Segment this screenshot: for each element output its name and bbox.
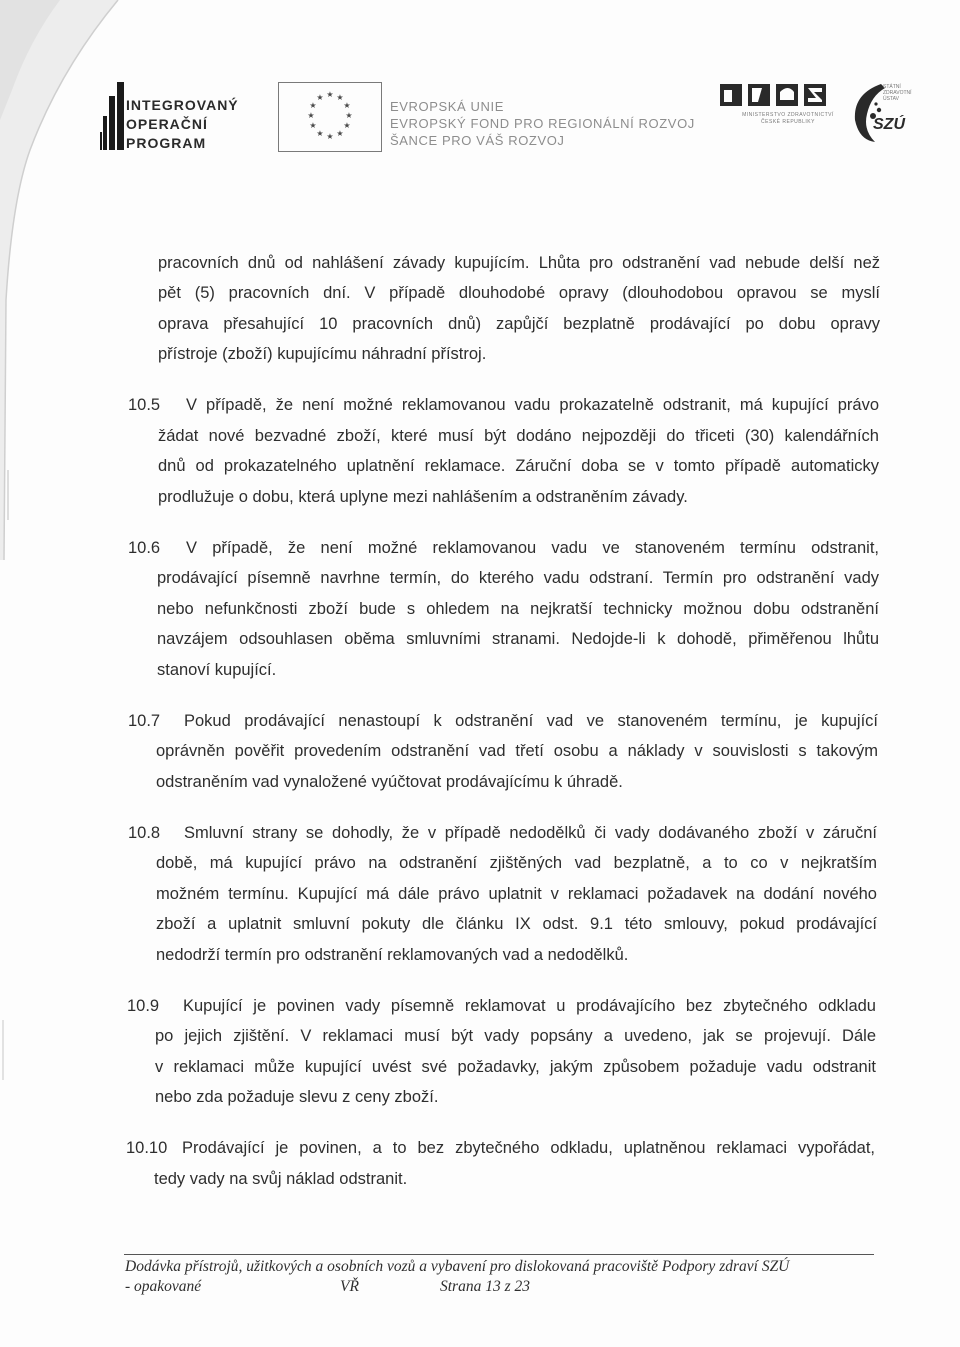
intro-line-3: oprava přesahující 10 pracovních dnů) zapůjčí bezplatně prodávající po dobu opravy xyxy=(158,315,880,333)
svg-text:★: ★ xyxy=(343,101,351,110)
iop-logo xyxy=(100,76,260,156)
section-number-10-5: 10.5 xyxy=(128,396,161,414)
s10-9-line-3: nebo zda požaduje slevu z ceny zboží. xyxy=(155,1088,439,1106)
intro-line-2: pět (5) pracovních dní. V případě dlouhodobé opravy (dlouhodobou opravou se myslí xyxy=(158,284,880,302)
footer-vr: VŘ xyxy=(340,1278,359,1295)
s10-6-line-2: nebo nefunkčnosti zboží bude s ohledem na nejkratší technicky možnou dobu odstranění xyxy=(157,600,879,618)
s10-7-line-1: oprávněn pověřit provedením odstranění vad třetí osobu a náklady v souvislosti s takovým xyxy=(156,742,878,760)
svg-text:★: ★ xyxy=(336,129,344,138)
svg-text:★: ★ xyxy=(343,121,351,130)
svg-text:★: ★ xyxy=(316,93,324,102)
s10-8-line-4: nedodrží termín pro odstranění reklamovaných vad a nedodělků. xyxy=(156,946,629,964)
intro-line-4: přístroje (zboží) kupujícímu náhradní přístroj. xyxy=(158,345,487,363)
iop-line-3: PROGRAM xyxy=(126,135,207,151)
svg-text:★: ★ xyxy=(316,129,324,138)
s10-7-first-line: Pokud prodávající nenastoupí k odstranění vad ve stanoveném termínu, je kupující xyxy=(184,712,878,730)
svg-text:★: ★ xyxy=(326,132,334,141)
svg-text:★: ★ xyxy=(336,93,344,102)
s10-9-line-2: v reklamaci může kupující uvést své požadavky, jakým způsobem požaduje vadu odstranit xyxy=(155,1058,876,1076)
s10-8-line-3: zboží a uplatnit smluvní pokuty dle článku IX odst. 9.1 této smlouvy, pokud prodávající xyxy=(156,915,877,933)
section-number-10-6: 10.6 xyxy=(128,539,161,557)
s10-10-line-1: tedy vady na svůj náklad odstranit. xyxy=(154,1170,408,1188)
eu-text-block xyxy=(390,98,695,149)
s10-5-line-2: dnů od prokazatelného uplatnění reklamace. Záruční doba se v tomto případě automaticky xyxy=(158,457,879,475)
mzcr-caption xyxy=(718,112,858,126)
szu-logo xyxy=(845,80,935,150)
eu-line-1: EVROPSKÁ UNIE xyxy=(390,99,504,114)
svg-text:★: ★ xyxy=(309,101,317,110)
eu-line-2: EVROPSKÝ FOND PRO REGIONÁLNÍ ROZVOJ xyxy=(390,116,695,131)
iop-line-2: OPERAČNÍ xyxy=(126,116,208,132)
mzcr-logo xyxy=(718,80,858,130)
s10-7-line-2: odstraněním vad vynaložené vyúčtovat prodávajícímu k úhradě. xyxy=(156,773,623,791)
footer-line-1: Dodávka přístrojů, užitkových a osobních vozů a vybavení pro dislokovaná pracoviště Podpory zdraví SZÚ xyxy=(125,1258,790,1275)
section-number-10-9: 10.9 xyxy=(127,997,160,1015)
iop-logo-text xyxy=(126,96,239,153)
mzcr-caption-2: ČESKÉ REPUBLIKY xyxy=(761,119,815,125)
mzcr-caption-1: MINISTERSTVO ZDRAVOTNICTVÍ xyxy=(742,112,834,118)
eu-line-3: ŠANCE PRO VÁŠ ROZVOJ xyxy=(390,133,565,148)
s10-8-line-2: možném termínu. Kupující má dále právo uplatnit v reklamaci požadavek na dodání nového xyxy=(156,885,877,903)
iop-bars-icon xyxy=(100,76,126,156)
footer-page-number: Strana 13 z 23 xyxy=(440,1278,530,1295)
eu-stars-icon xyxy=(279,83,381,151)
section-number-10-7: 10.7 xyxy=(128,712,161,730)
s10-5-line-1: žádat nové bezvadné zboží, které musí být dodáno nejpozději do třiceti (30) kalendářních xyxy=(158,427,879,445)
s10-9-line-1: po jejich zjištění. V reklamaci musí být vady popsány a uvedeno, jak se projevují. Dále xyxy=(155,1027,876,1045)
svg-text:★: ★ xyxy=(326,90,334,99)
footer-rule xyxy=(124,1254,874,1255)
iop-line-1: INTEGROVANÝ xyxy=(126,97,239,113)
s10-5-line-3: prodlužuje o dobu, která uplyne mezi nahlášením a odstraněním závady. xyxy=(158,488,688,506)
page-header xyxy=(0,0,960,170)
section-number-10-10: 10.10 xyxy=(126,1139,168,1157)
svg-text:★: ★ xyxy=(309,121,317,130)
s10-8-line-1: době, má kupující právo na odstranění zjištěných vad bezplatně, a to co v nejkratším xyxy=(156,854,877,872)
szu-small-3: ÚSTAV xyxy=(883,96,899,102)
szu-small-text xyxy=(883,84,912,102)
s10-8-first-line: Smluvní strany se dohodly, že v případě nedodělků či vady dodávaného zboží v záruční xyxy=(184,824,877,842)
s10-5-first-line: V případě, že není možné reklamovanou vadu prokazatelně odstranit, má kupující právo xyxy=(186,396,879,414)
s10-10-first-line: Prodávající je povinen, a to bez zbytečného odkladu, uplatněnou reklamaci vypořádat, xyxy=(182,1139,875,1157)
s10-6-first-line: V případě, že není možné reklamovanou vadu ve stanoveném termínu odstranit, xyxy=(186,539,879,557)
szu-label: SZÚ xyxy=(873,116,905,133)
intro-line-1: pracovních dnů od nahlášení závady kupujícím. Lhůta pro odstranění vad nebude delší než xyxy=(158,254,880,272)
s10-6-line-3: navzájem odsouhlasen oběma smluvními stranami. Nedojde-li k dohodě, přiměřenou lhůtu xyxy=(157,630,879,648)
footer-opakovane: - opakované xyxy=(125,1278,202,1295)
mzcr-mark-icon xyxy=(718,80,858,112)
section-number-10-8: 10.8 xyxy=(128,824,161,842)
s10-6-line-1: prodávající písemně navrhne termín, do kterého vadu odstraní. Termín pro odstranění vady xyxy=(157,569,879,587)
svg-text:★: ★ xyxy=(307,111,315,120)
s10-9-first-line: Kupující je povinen vady písemně reklamovat u prodávajícího bez zbytečného odkladu xyxy=(183,997,876,1015)
szu-small-2: ZDRAVOTNÍ xyxy=(883,90,912,96)
szu-small-1: STÁTNÍ xyxy=(883,84,901,90)
eu-flag-logo xyxy=(278,82,382,152)
s10-6-line-4: stanoví kupující. xyxy=(157,661,277,679)
svg-text:★: ★ xyxy=(345,111,353,120)
